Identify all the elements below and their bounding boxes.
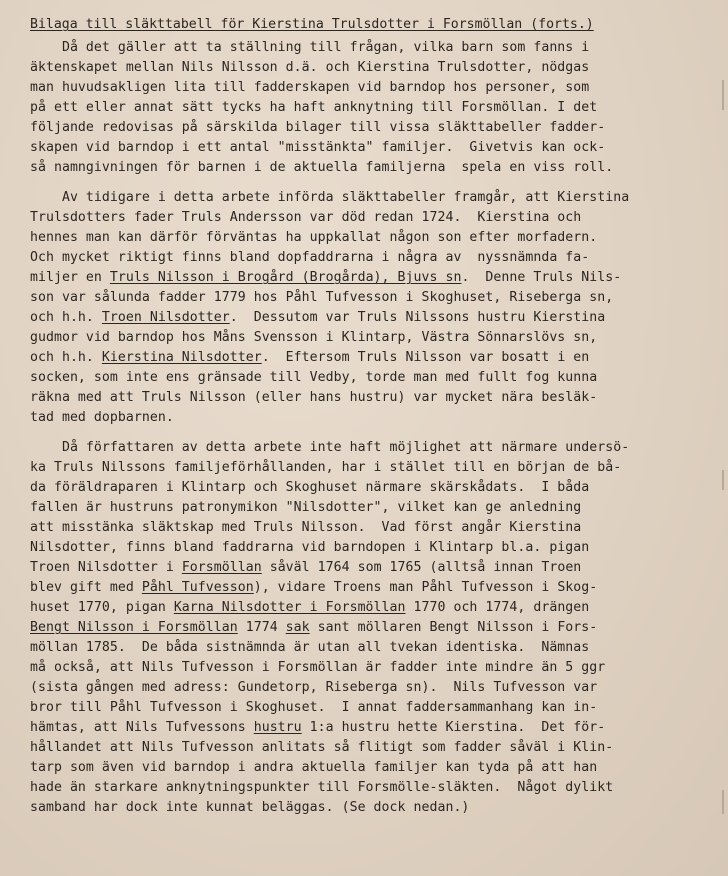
text-line xyxy=(30,758,728,778)
text-segment: . Denne Truls Nils- xyxy=(461,270,622,285)
text-segment: hennes man kan därför förväntas ha uppkallat någon son efter morfadern. xyxy=(30,230,598,245)
text-segment: (sista gången med adress: Gundetorp, Riseberga sn). Nils Tufvesson var xyxy=(30,680,598,695)
margin-mark xyxy=(722,80,724,110)
text-segment: son var sålunda fadder 1779 hos Påhl Tufvesson i Skoghuset, Riseberga sn, xyxy=(30,290,614,305)
text-line xyxy=(30,118,728,138)
text-line xyxy=(30,778,728,798)
text-line xyxy=(30,268,728,288)
text-line xyxy=(30,658,728,678)
text-segment: såväl 1764 som 1765 (alltså innan Troen xyxy=(261,560,582,575)
text-segment: miljer en xyxy=(30,270,110,285)
text-segment: blev gift med xyxy=(30,580,142,595)
text-segment: Då det gäller att ta ställning till frågan, vilka barn som fanns i xyxy=(30,40,590,55)
text-line xyxy=(30,718,728,738)
text-segment: äktenskapet mellan Nils Nilsson d.ä. och Kierstina Trulsdotter, nödgas xyxy=(30,60,590,75)
underlined-text: Bengt Nilsson i Forsmöllan xyxy=(30,620,238,635)
text-segment: da föräldraparen i Klintarp och Skoghuset närmare skärskådats. I båda xyxy=(30,480,590,495)
text-line xyxy=(30,248,728,268)
text-segment: hållandet att Nils Tufvesson anlitats så flitigt som fadder såväl i Klin- xyxy=(30,740,614,755)
text-line xyxy=(30,78,728,98)
underlined-text: Forsmöllan xyxy=(181,560,262,575)
text-segment: skapen vid barndop i ett antal "misstänkta" familjer. Givetvis kan ock- xyxy=(30,140,606,155)
text-segment: socken, som inte ens gränsade till Vedby, torde man med fullt fog kunna xyxy=(30,370,598,385)
text-line xyxy=(30,558,728,578)
text-line xyxy=(30,538,728,558)
text-line xyxy=(30,208,728,228)
text-segment: . Eftersom Truls Nilsson var bosatt i en xyxy=(261,350,590,365)
text-line xyxy=(30,98,728,118)
margin-mark xyxy=(722,470,724,490)
text-line xyxy=(30,368,728,388)
underlined-text: Kierstina Nilsdotter xyxy=(101,350,262,365)
paragraph-1 xyxy=(30,38,728,178)
text-line xyxy=(30,598,728,618)
text-segment: man huvudsakligen lita till fadderskapen vid barndop hos personer, som xyxy=(30,80,590,95)
text-segment: Då författaren av detta arbete inte haft möjlighet att närmare undersö- xyxy=(30,440,630,455)
text-segment: gudmor vid barndop hos Måns Svensson i Klintarp, Västra Sönnarslövs sn, xyxy=(30,330,598,345)
text-line xyxy=(30,578,728,598)
text-line xyxy=(30,408,728,428)
underlined-text: Truls Nilsson i Brogård (Brogårda), Bjuvs sn xyxy=(109,270,462,285)
text-line xyxy=(30,738,728,758)
text-segment: Troen Nilsdotter i xyxy=(30,560,182,575)
text-line xyxy=(30,388,728,408)
text-segment: Och mycket riktigt finns bland dopfaddrarna i några av nyssnämnda fa- xyxy=(30,250,590,265)
text-segment: Nilsdotter, finns bland faddrarna vid barndopen i Klintarp bl.a. pigan xyxy=(30,540,590,555)
text-segment: samband har dock inte kunnat beläggas. (Se dock nedan.) xyxy=(30,800,470,815)
text-segment: bror till Påhl Tufvesson i Skoghuset. I annat faddersammanhang kan in- xyxy=(30,700,598,715)
text-segment: ), vidare Troens man Påhl Tufvesson i Skog- xyxy=(253,580,598,595)
text-line xyxy=(30,348,728,368)
underlined-text: Påhl Tufvesson xyxy=(141,580,254,595)
text-segment: fallen är hustruns patronymikon "Nilsdotter", vilket kan ge anledning xyxy=(30,500,582,515)
text-segment: hämtas, att Nils Tufvessons xyxy=(30,720,254,735)
text-segment: Trulsdotters fader Truls Andersson var död redan 1724. Kierstina och xyxy=(30,210,582,225)
text-segment: tarp som även vid barndop i andra aktuella familjer kan tyda på att han xyxy=(30,760,598,775)
text-segment: möllan 1785. De båda sistnämnda är utan all tvekan identiska. Nämnas xyxy=(30,640,590,655)
text-segment: och h.h. xyxy=(30,310,102,325)
underlined-text: sak xyxy=(285,620,310,635)
text-segment: att misstänka släktskap med Truls Nilsson. Vad först angår Kierstina xyxy=(30,520,582,535)
underlined-text: hustru xyxy=(253,720,302,735)
text-segment: räkna med att Truls Nilsson (eller hans hustru) var mycket nära besläk- xyxy=(30,390,598,405)
text-line xyxy=(30,458,728,478)
text-line xyxy=(30,518,728,538)
text-segment: 1770 och 1774, drängen xyxy=(405,600,590,615)
underlined-text: Karna Nilsdotter i Forsmöllan xyxy=(173,600,406,615)
text-line xyxy=(30,138,728,158)
text-segment: Av tidigare i detta arbete införda släkttabeller framgår, att Kierstina xyxy=(30,190,630,205)
text-line xyxy=(30,478,728,498)
text-segment: tad med dopbarnen. xyxy=(30,410,174,425)
text-line xyxy=(30,38,728,58)
text-line xyxy=(30,698,728,718)
text-segment: så namngivningen för barnen i de aktuella familjerna spela en viss roll. xyxy=(30,160,614,175)
paragraph-gap xyxy=(30,428,728,438)
text-line xyxy=(30,158,728,178)
text-line xyxy=(30,328,728,348)
text-segment: ka Truls Nilssons familjeförhållanden, har i stället till en början de bå- xyxy=(30,460,622,475)
document-title: Bilaga till släkttabell för Kierstina Trulsdotter i Forsmöllan (forts.) xyxy=(30,17,594,32)
margin-mark xyxy=(722,790,724,814)
text-segment: och h.h. xyxy=(30,350,102,365)
underlined-text: Troen Nilsdotter xyxy=(101,310,230,325)
text-line xyxy=(30,638,728,658)
text-line xyxy=(30,498,728,518)
text-line xyxy=(30,288,728,308)
text-segment: 1774 xyxy=(237,620,286,635)
text-line xyxy=(30,228,728,248)
text-line xyxy=(30,308,728,328)
text-segment: . Dessutom var Truls Nilssons hustru Kierstina xyxy=(229,310,606,325)
text-line xyxy=(30,188,728,208)
text-segment: huset 1770, pigan xyxy=(30,600,174,615)
paragraph-3 xyxy=(30,438,728,818)
paragraph-2 xyxy=(30,188,728,428)
paragraph-gap xyxy=(30,178,728,188)
text-segment: på ett eller annat sätt tycks ha haft anknytning till Forsmöllan. I det xyxy=(30,100,598,115)
text-segment: 1:a hustru hette Kierstina. Det för- xyxy=(301,720,606,735)
text-line xyxy=(30,618,728,638)
text-segment: må också, att Nils Tufvesson i Forsmöllan är fadder inte mindre än 5 ggr xyxy=(30,660,606,675)
text-line xyxy=(30,678,728,698)
text-segment: sant möllaren Bengt Nilsson i Fors- xyxy=(309,620,598,635)
text-line xyxy=(30,798,728,818)
text-line xyxy=(30,438,728,458)
text-segment: följande redovisas på särskilda bilager till vissa släkttabeller fadder- xyxy=(30,120,606,135)
text-segment: hade än starkare anknytningspunkter till Forsmölle-släkten. Något dylikt xyxy=(30,780,614,795)
text-line xyxy=(30,58,728,78)
